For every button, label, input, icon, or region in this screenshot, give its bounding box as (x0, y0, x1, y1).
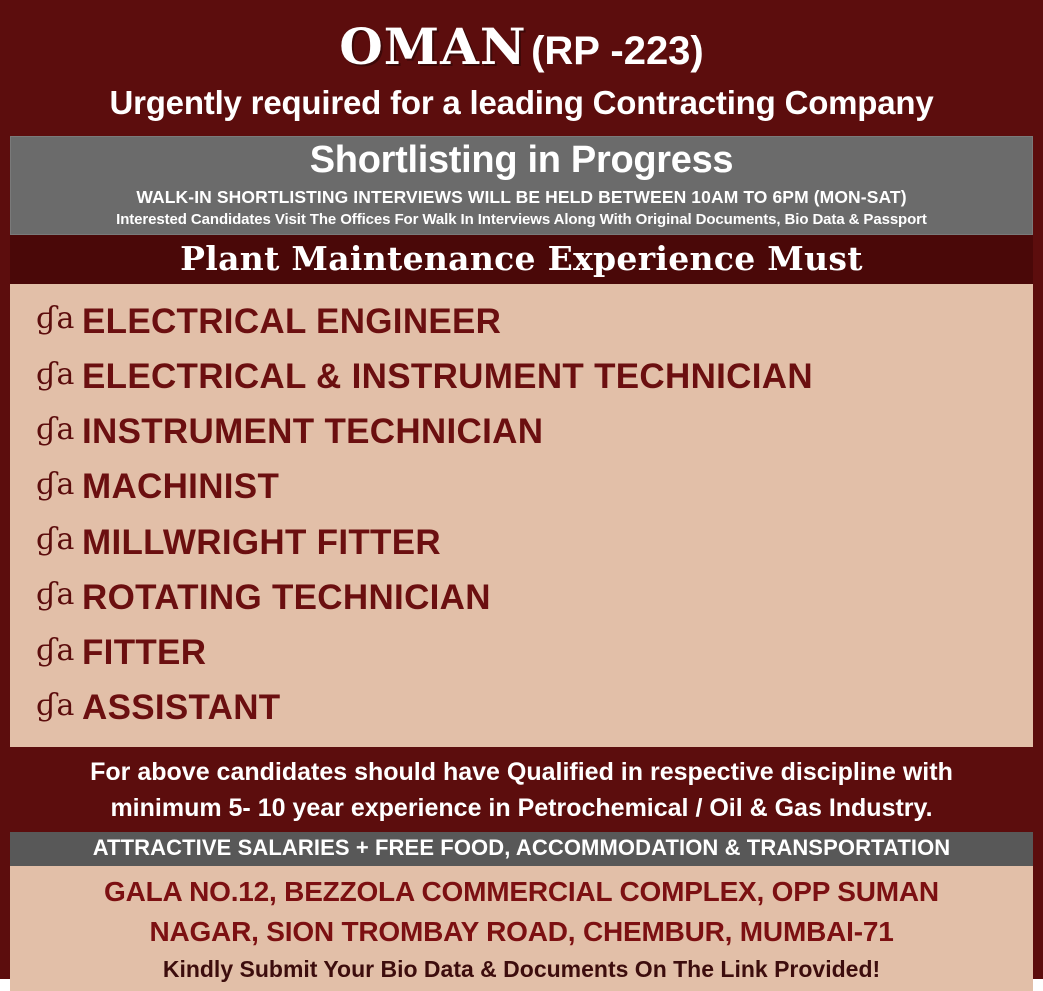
job-title: ELECTRICAL ENGINEER (82, 301, 502, 341)
floral-bullet-icon: ɠa (36, 577, 75, 613)
list-item (10, 515, 1033, 570)
poster-title (10, 8, 1033, 76)
list-item (10, 404, 1033, 459)
benefits-strip: ATTRACTIVE SALARIES + FREE FOOD, ACCOMMODATION & TRANSPORTATION (10, 832, 1033, 866)
requisition-code: (RP -223) (531, 29, 704, 73)
candidate-instructions-text: Interested Candidates Visit The Offices For Walk In Interviews Along With Original Documents, Bio Data & Passport (116, 210, 927, 228)
job-title: MILLWRIGHT FITTER (82, 522, 441, 562)
list-item (10, 625, 1033, 680)
list-item (10, 570, 1033, 625)
list-item (10, 680, 1033, 735)
floral-bullet-icon: ɠa (36, 356, 75, 392)
qualification-note-line-2: minimum 5- 10 year experience in Petrochemical / Oil & Gas Industry. (110, 793, 933, 822)
job-title: INSTRUMENT TECHNICIAN (82, 412, 544, 452)
list-item (10, 459, 1033, 514)
floral-bullet-icon: ɠa (36, 467, 75, 503)
list-item (10, 349, 1033, 404)
shortlisting-headline: Shortlisting in Progress (309, 139, 734, 181)
submission-footer-note: Kindly Submit Your Bio Data & Documents On The Link Provided! (162, 955, 881, 982)
job-positions-list (10, 284, 1033, 748)
floral-bullet-icon: ɠa (36, 411, 75, 447)
experience-requirement-band: Plant Maintenance Experience Must (10, 235, 1033, 284)
floral-bullet-icon: ɠa (36, 301, 75, 337)
qualification-note-line-1: For above candidates should have Qualified in respective discipline with (90, 758, 953, 787)
job-title: ASSISTANT (82, 688, 281, 728)
job-title: FITTER (82, 633, 207, 673)
floral-bullet-icon: ɠa (36, 687, 75, 723)
list-item (10, 294, 1033, 349)
poster-subtitle: Urgently required for a leading Contracting Company (109, 84, 934, 121)
job-title: ELECTRICAL & INSTRUMENT TECHNICIAN (82, 357, 813, 397)
office-address-block (10, 866, 1033, 991)
job-title: MACHINIST (82, 467, 280, 507)
qualification-note (10, 747, 1033, 832)
country-name: OMAN (339, 17, 527, 76)
job-title: ROTATING TECHNICIAN (82, 577, 491, 617)
address-line-2: NAGAR, SION TROMBAY ROAD, CHEMBUR, MUMBAI-71 (149, 916, 894, 948)
shortlisting-status-band (10, 136, 1033, 235)
floral-bullet-icon: ɠa (36, 632, 75, 668)
interview-timing-text: WALK-IN SHORTLISTING INTERVIEWS WILL BE HELD BETWEEN 10AM TO 6PM (MON-SAT) (136, 186, 907, 207)
floral-bullet-icon: ɠa (36, 522, 75, 558)
address-line-1: GALA NO.12, BEZZOLA COMMERCIAL COMPLEX, OPP SUMAN (104, 876, 939, 908)
